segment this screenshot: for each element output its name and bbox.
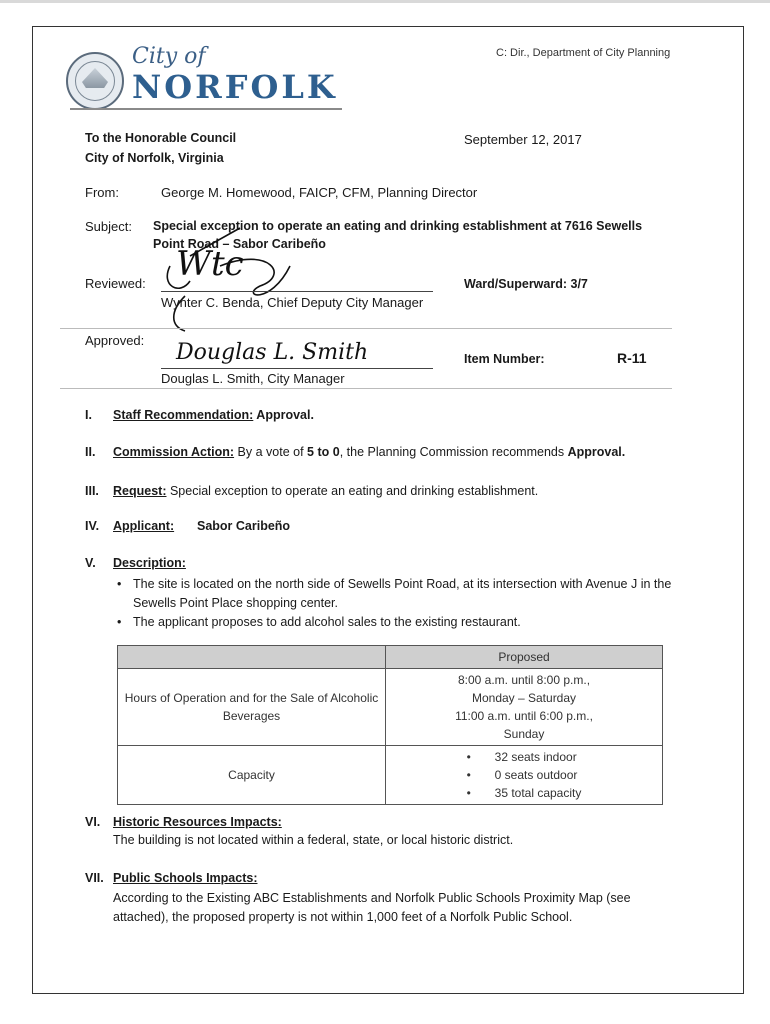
section-2-number: II. bbox=[85, 445, 96, 459]
table-header-row bbox=[118, 646, 663, 669]
section-1-number: I. bbox=[85, 408, 92, 422]
subject-label: Subject: bbox=[85, 219, 132, 234]
section-2-vote: 5 to 0 bbox=[307, 445, 340, 459]
list-item: • 32 seats indoor bbox=[467, 748, 582, 766]
description-list bbox=[113, 575, 683, 632]
section-2-recommendation: Approval. bbox=[567, 445, 626, 459]
section-divider bbox=[60, 328, 672, 329]
proposal-table bbox=[117, 645, 663, 805]
approved-name: Douglas L. Smith, City Manager bbox=[161, 371, 345, 386]
section-1 bbox=[113, 408, 314, 422]
logo-norfolk: NORFOLK bbox=[132, 68, 338, 106]
table-header-blank bbox=[118, 646, 386, 669]
reviewed-signature-line bbox=[161, 291, 433, 292]
reviewed-signature-scribble bbox=[150, 226, 320, 336]
section-1-title: Staff Recommendation: bbox=[113, 408, 254, 422]
reviewed-signature: Wtc bbox=[176, 244, 244, 284]
hours-line-4: Sunday bbox=[503, 727, 545, 741]
item-number-label: Item Number: bbox=[464, 352, 545, 366]
approved-label: Approved: bbox=[85, 333, 145, 348]
table-row bbox=[118, 746, 663, 805]
capacity-list bbox=[467, 748, 582, 802]
addressee-line2: City of Norfolk, Virginia bbox=[85, 151, 224, 165]
section-3 bbox=[113, 484, 538, 498]
list-item: • 0 seats outdoor bbox=[467, 766, 582, 784]
table-row-hours bbox=[386, 669, 663, 746]
from-value: George M. Homewood, FAICP, CFM, Planning Director bbox=[161, 185, 478, 200]
list-item: • 35 total capacity bbox=[467, 784, 582, 802]
subject-line2: Point Road – Sabor Caribeño bbox=[153, 237, 326, 251]
table-row-label: Capacity bbox=[118, 746, 386, 805]
item-number-value: R-11 bbox=[617, 350, 647, 366]
cc-line: C: Dir., Department of City Planning bbox=[496, 47, 671, 59]
table-row-label: Hours of Operation and for the Sale of Alcoholic Beverages bbox=[118, 669, 386, 746]
hours-line-2: Monday – Saturday bbox=[471, 691, 577, 705]
table-row bbox=[118, 669, 663, 746]
top-rule bbox=[0, 0, 770, 3]
hours-line-1: 8:00 a.m. until 8:00 p.m., bbox=[457, 673, 591, 687]
section-7-title: Public Schools Impacts: bbox=[113, 871, 258, 885]
addressee-line1: To the Honorable Council bbox=[85, 131, 237, 145]
section-7-text: According to the Existing ABC Establishments and Norfolk Public Schools Proximity Map (see attached), the proposed property is not within 1,000 feet of a Norfolk Public School. bbox=[113, 891, 631, 924]
list-item: • The site is located on the north side of Sewells Point Road, at its intersection with Avenue J in the Sewells Point Place shopping center. bbox=[113, 575, 683, 613]
section-7-number: VII. bbox=[85, 871, 104, 885]
page-frame bbox=[32, 26, 744, 994]
section-2-text-a: By a vote of bbox=[234, 445, 308, 459]
section-2-title: Commission Action: bbox=[113, 445, 235, 459]
memo-date: September 12, 2017 bbox=[464, 132, 582, 147]
section-5-title: Description: bbox=[113, 556, 186, 570]
section-6-title: Historic Resources Impacts: bbox=[113, 815, 282, 829]
table-row-capacity bbox=[386, 746, 663, 805]
logo-divider bbox=[70, 108, 342, 110]
reviewed-name: Wynter C. Benda, Chief Deputy City Manager bbox=[161, 295, 424, 310]
section-3-text: Special exception to operate an eating and drinking establishment. bbox=[166, 484, 539, 498]
approved-signature: Douglas L. Smith bbox=[176, 340, 369, 365]
section-2 bbox=[113, 445, 625, 459]
logo-city-of: City of bbox=[132, 44, 206, 69]
city-seal-logo bbox=[66, 52, 124, 110]
section-4-text: Sabor Caribeño bbox=[197, 519, 291, 533]
ward-superward: Ward/Superward: 3/7 bbox=[464, 277, 588, 291]
subject-line1: Special exception to operate an eating and drinking establishment at 7616 Sewells bbox=[153, 219, 643, 233]
section-6-text: The building is not located within a federal, state, or local historic district. bbox=[113, 833, 514, 847]
approved-signature-line bbox=[161, 368, 433, 369]
reviewed-label: Reviewed: bbox=[85, 276, 146, 291]
section-3-title: Request: bbox=[113, 484, 167, 498]
hours-line-3: 11:00 a.m. until 6:00 p.m., bbox=[455, 709, 593, 723]
section-6-number: VI. bbox=[85, 815, 101, 829]
section-4-number: IV. bbox=[85, 519, 100, 533]
section-1-text: Approval. bbox=[253, 408, 314, 422]
section-divider bbox=[60, 388, 672, 389]
from-label: From: bbox=[85, 185, 119, 200]
section-5-number: V. bbox=[85, 556, 96, 570]
section-3-number: III. bbox=[85, 484, 99, 498]
section-4-title: Applicant: bbox=[113, 519, 175, 533]
table-header-proposed: Proposed bbox=[386, 646, 663, 669]
list-item: • The applicant proposes to add alcohol sales to the existing restaurant. bbox=[113, 613, 683, 632]
section-2-text-c: , the Planning Commission recommends bbox=[339, 445, 568, 459]
